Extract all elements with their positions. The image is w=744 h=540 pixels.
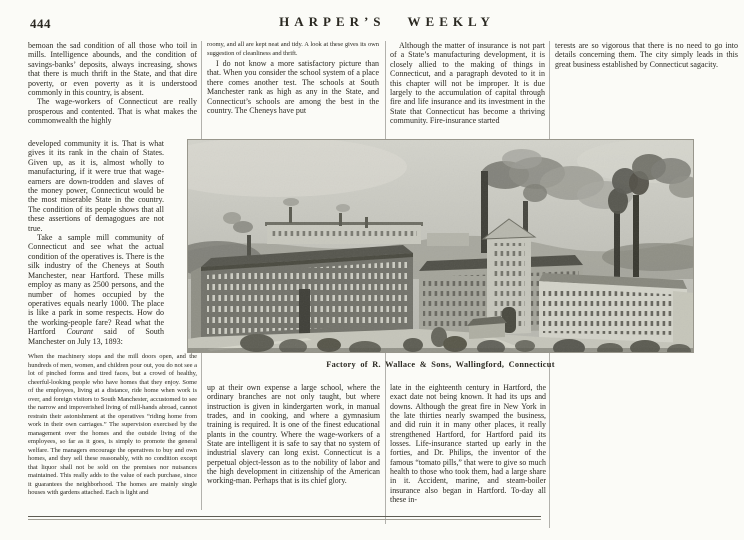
factory-engraving-image xyxy=(187,139,694,353)
article-paragraph: developed community it is. That is what gives it its rank in the chain of States. Given up, as it is, almost wholly to manufacturing, if it were true that wage-earners are down-trodden and slaves of the money power, Connecticut would be the most miserable State in the country. The condition of its people shows that all these assertions of demagogues are not true. xyxy=(28,139,164,233)
article-paragraph: up at their own expense a large school, where the ordinary branches are not only taught, but where instruction is given in kindergarten work, in manual trades, and in cooking, and where a gymnasium training is required. It is one of the finest educational plants in the country. Where the wage-workers of a State are intelligent it is safe to say that no system of industrial slavery can long exist. Connecticut is a perpetual object-lesson as to the nobility of labor and the high development in citizenship of the American working-man. Perhaps that is its chief glory. xyxy=(207,383,380,486)
column-2-top xyxy=(207,41,379,115)
column-1-extract xyxy=(28,353,197,511)
page-number: 444 xyxy=(30,16,51,31)
article-paragraph: bemoan the sad condition of all those who toil in mills. Intelligence abounds, and the condition of savings-banks’ deposits, always increasing, shows that there is much thrift in the State, and that dire poverty, or even poverty as it is understood commonly in this country, is absent. xyxy=(28,41,197,98)
article-paragraph: late in the eighteenth century in Hartford, the exact date not being known. It had its ups and downs. Although the great fire in New York in the late thirties nearly swamped the business, and did ruin it in many other places, it really strengthened Hartford, for Hartford paid its losses. Life-insurance started up early in the forties, and Dr. Philips, the inventor of the famous “tomato pills,” that were to give so much health to those who took them, had a large share in it. Accident, marine, and steam-boiler insurance also began in Hartford. To-day all these in- xyxy=(390,383,546,505)
column-3-top xyxy=(390,41,545,126)
column-4-top xyxy=(555,41,738,69)
column-1-top xyxy=(28,41,197,126)
paragraph-text: Take a sample mill community of Connecticut and see what the actual condition of the operatives is. There is the silk industry of the Cheneys at South Manchester, near Hartford. These mills employ as many as 2500 persons, and the number of homes occupied by the operatives equals nearly 1000. The place is like a park in some respects. How do the working-people fare? Read what the Hartford xyxy=(28,233,164,337)
column-1-middle xyxy=(28,139,164,352)
bottom-column-right xyxy=(390,383,546,509)
article-paragraph: Although the matter of insurance is not part of a State’s manufacturing development, it is closely allied to the making of things in Connecticut, and a paragraph devoted to it in this chapter will not be improper. It is due largely to the accumulation of capital through fire and life insurance and its investment in the State that Connecticut has become a thriving community. Fire-insurance started xyxy=(390,41,545,126)
quoted-extract: When the machinery stops and the mill doors open, and the hundreds of men, women, and children pour out, you do not see a lot of pinched forms and tired faces, but a crowd of healthy, cheerful-looking people who have homes that they enjoy. Some of the employees, living at a distance, ride home when work is over, and foreign visitors to South Manchester, accustomed to see the narrow and impoverished living of mill-hands abroad, cannot restrain their astonishment at the operatives “riding home from work in their own carriages.” The supervision exercised by the management over the homes and the outside living of the employees, so far as it goes, is simply to promote the general welfare. The managers encourage the operatives to buy and own homes, and they sell these reasonably, with no condition except that liquor shall not be sold on the premises nor nuisances maintained. This really adds to the value of each purchase, since it guarantees the neighborhood. The homes are mainly single houses with gardens attached. Each is light and xyxy=(28,353,197,496)
bottom-column-left xyxy=(207,383,380,509)
quoted-extract-end: roomy, and all are kept neat and tidy. A look at these gives its own suggestion of cleanliness and thrift. xyxy=(207,41,379,57)
bottom-rule xyxy=(28,516,541,520)
paragraph-text: said of South Manchester on July 13, 1893: xyxy=(28,327,164,346)
article-paragraph: terests are so vigorous that there is no need to go into details concerning them. The city simply leads in this great business established by Connecticut sagacity. xyxy=(555,41,738,69)
article-paragraph: The wage-workers of Connecticut are really prosperous and contented. That is what makes the commonwealth the highly xyxy=(28,97,197,126)
article-paragraph xyxy=(28,233,164,346)
factory-engraving xyxy=(187,139,694,353)
article-paragraph: I do not know a more satisfactory picture than that. When you consider the school system of a place there comes another test. The schools at South Manchester rank as high as any in the State, and Connecticut’s schools are among the best in the country. The Cheneys have put xyxy=(207,59,379,116)
figure-caption: Factory of R. Wallace & Sons, Wallingford, Connecticut xyxy=(326,360,555,369)
italic-publication-name: Courant xyxy=(66,327,94,337)
page-title: HARPER’S WEEKLY xyxy=(279,14,495,29)
